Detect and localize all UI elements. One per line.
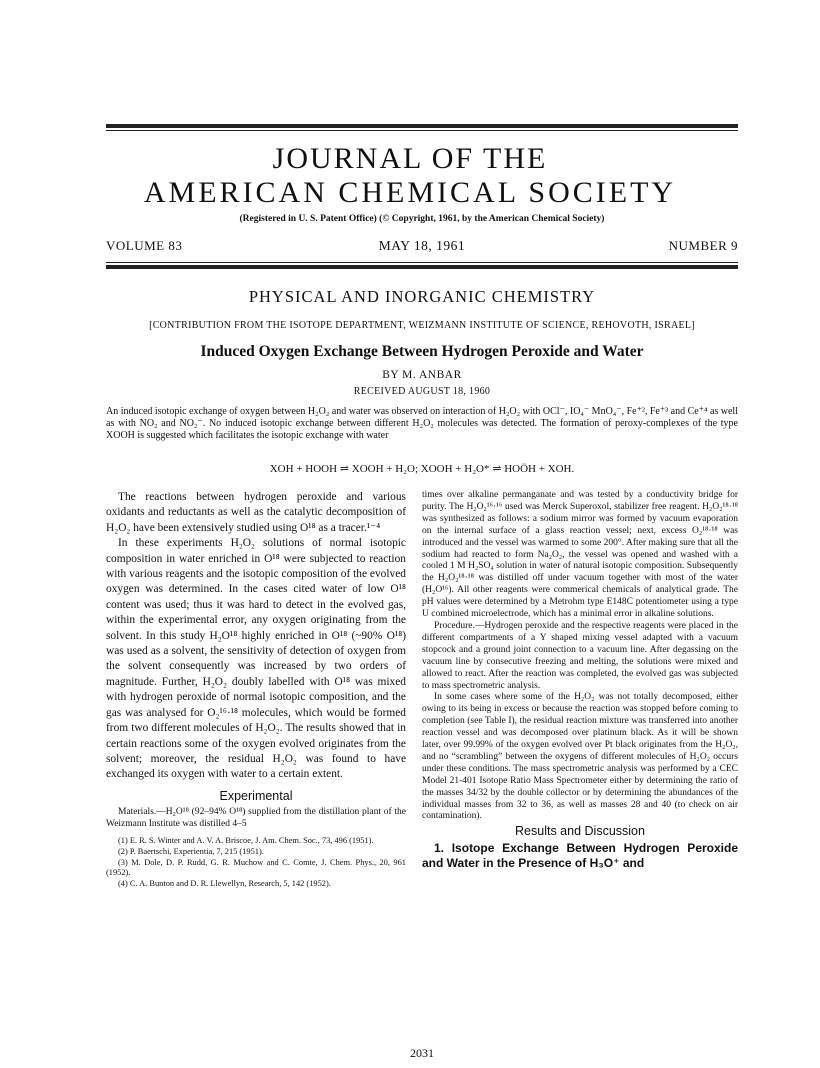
top-rule-thin [106,130,738,131]
paragraph-materials-cont: times over alkaline permanganate and was tested by a conductivity bridge for purity. The H₂O₂¹⁶·¹⁶ used was Merck Superoxol, stabilizer free reagent. H₂O₂¹⁸·¹⁸ was synthesized as follows: a sodium mirror was formed by vacuum evaporation on the internal surface of a glass reaction vessel; next, excess O₂¹⁸·¹⁸ was introduced and the vessel was warmed to some 200°. After making sure that all the sodium had reacted to form Na₂O₂, the vessel was opened and washed with a cooled 1 M H₂SO₄ solution in water of natural isotopic composition. Subsequently the H₂O₂¹⁸·¹⁸ was distilled off under vacuum together with most of the water (H₂O¹⁶). All other reagents were commerical chemicals of analytical grade. The pH values were determined by a Metrohm type E148C potentiometer using a type U combined microelectrode, which has a minimal error in alkaline solutions. [422,490,738,620]
top-rule-thick [106,124,738,128]
results-heading: Results and Discussion [515,824,645,839]
subsection-heading: 1. Isotope Exchange Between Hydrogen Peroxide and Water in the Presence of H₃O⁺ and [422,841,738,871]
paragraph-experiments: In these experiments H₂O₂ solutions of normal isotopic composition in water enriched in O¹⁸ were subjected to reaction with various reagents and the isotopic composition of the evolved oxygen was determined. In the cases cited water of low O¹⁸ content was used; thus it was hard to detect in the evolved gas, within the experimental error, any oxygen originating from the solvent. In this study H₂O¹⁸ highly enriched in O¹⁸ (~90% O¹⁸) was used as a solvent, the sensitivity of detection of oxygen from the solvent consequently was increased by two orders of magnitude. Further, H₂O₂ doubly labelled with O¹⁸ was mixed with hydrogen peroxide of normal isotopic composition, and the gas was analysed for O₂¹⁶·¹⁸ molecules, which would be formed from two different molecules of H₂O₂. The results showed that in certain reactions some of the oxygen evolved originates from the solvent; moreover, the residual H₂O₂ was found to have exchanged its oxygen with water to a certain extent. [106,537,406,781]
page-number: 2031 [410,1046,434,1060]
volume-label: VOLUME 83 [106,238,183,253]
journal-title-line2: AMERICAN CHEMICAL SOCIETY [143,176,677,209]
author-byline: BY M. ANBAR [382,369,462,381]
paragraph-analysis: In some cases where some of the H₂O₂ was not totally decomposed, either owing to its being in excess or because the reaction was stopped before coming to completion (see Table I), the residual reaction mixture was transferred into another reaction vessel and was decomposed over platinum black. As it will be shown later, over 99.99% of the oxygen evolved over Pt black originates from the H₂O₂, and no “scrambling” between the oxygens of different molecules of H₂O₂ occurs under these conditions. The mass spectrometric analysis was performed by a CEC Model 21-401 Isotope Ratio Mass Spectrometer either by determining the ratio of the masses 34/32 by the double collector or by determining the abundances of the individual masses from 32 to 36, as well as masses 28 and 40 (to check on air contamination). [422,692,738,822]
footnote-4: (4) C. A. Bunton and D. R. Llewellyn, Research, 5, 142 (1952). [118,878,331,888]
left-column [106,490,406,889]
issue-number: NUMBER 9 [668,238,738,253]
journal-title-line1: JOURNAL OF THE [272,142,548,175]
right-column [422,490,738,871]
footnote-3: (3) M. Dole, D. P. Rudd, G. R. Muchow and C. Comte, J. Chem. Phys., 20, 961 (1952). [106,857,406,878]
contribution-line: [CONTRIBUTION FROM THE ISOTOPE DEPARTMENT, WEIZMANN INSTITUTE OF SCIENCE, REHOVOTH, ISRAEL] [149,320,695,331]
abstract: An induced isotopic exchange of oxygen between H₂O₂ and water was observed on interaction of H₂O₂ with OCl⁻, IO₄⁻ MnO₄⁻, Fe⁺², Fe⁺³ and Ce⁺⁴ as well as with NO₂ and NO₂⁻. No induced isotopic exchange between different H₂O₂ molecules was detected. The formation of peroxy-complexes of the type XOOH is suggested which facilitates the isotopic exchange with water [106,406,738,441]
header-rule-thin [106,262,738,263]
issue-date: MAY 18, 1961 [378,238,466,253]
footnote-2: (2) P. Baertschi, Experientia, 7, 215 (1951). [118,846,264,856]
paragraph-intro: The reactions between hydrogen peroxide and various oxidants and reductants as well as the catalytic decomposition of H₂O₂ have been extensively studied using O¹⁸ as a tracer.¹⁻⁴ [106,491,406,534]
section-heading: PHYSICAL AND INORGANIC CHEMISTRY [248,287,596,306]
received-date: RECEIVED AUGUST 18, 1960 [353,386,491,397]
header-rule-thick [106,265,738,269]
footnote-1: (1) E. R. S. Winter and A. V. A. Briscoe, J. Am. Chem. Soc., 73, 496 (1951). [118,836,374,846]
experimental-heading: Experimental [219,788,293,803]
registration-notice: (Registered in U. S. Patent Office) (© Copyright, 1961, by the American Chemical Society) [239,214,605,224]
paragraph-procedure: Procedure.—Hydrogen peroxide and the respective reagents were placed in the different compartments of a Y shaped mixing vessel adapted with a vacuum stopcock and a ground joint connection to a vacuum line. After degassing on the vacuum line by consecutive freezing and melting, the solutions were mixed and allowed to react. After the reaction was completed, the evolved gas was subjected to mass spectrometric analysis. [422,620,738,691]
materials-paragraph: Materials.—H₂O¹⁸ (92–94% O¹⁸) supplied from the distillation plant of the Weizmann Institute was distilled 4–5 [106,807,406,829]
article-title: Induced Oxygen Exchange Between Hydrogen Peroxide and Water [200,343,644,360]
reaction-equation: XOH + HOOH ⇌ XOOH + H₂O; XOOH + H₂O* ⇌ HOÖH + XOH. [269,463,575,475]
